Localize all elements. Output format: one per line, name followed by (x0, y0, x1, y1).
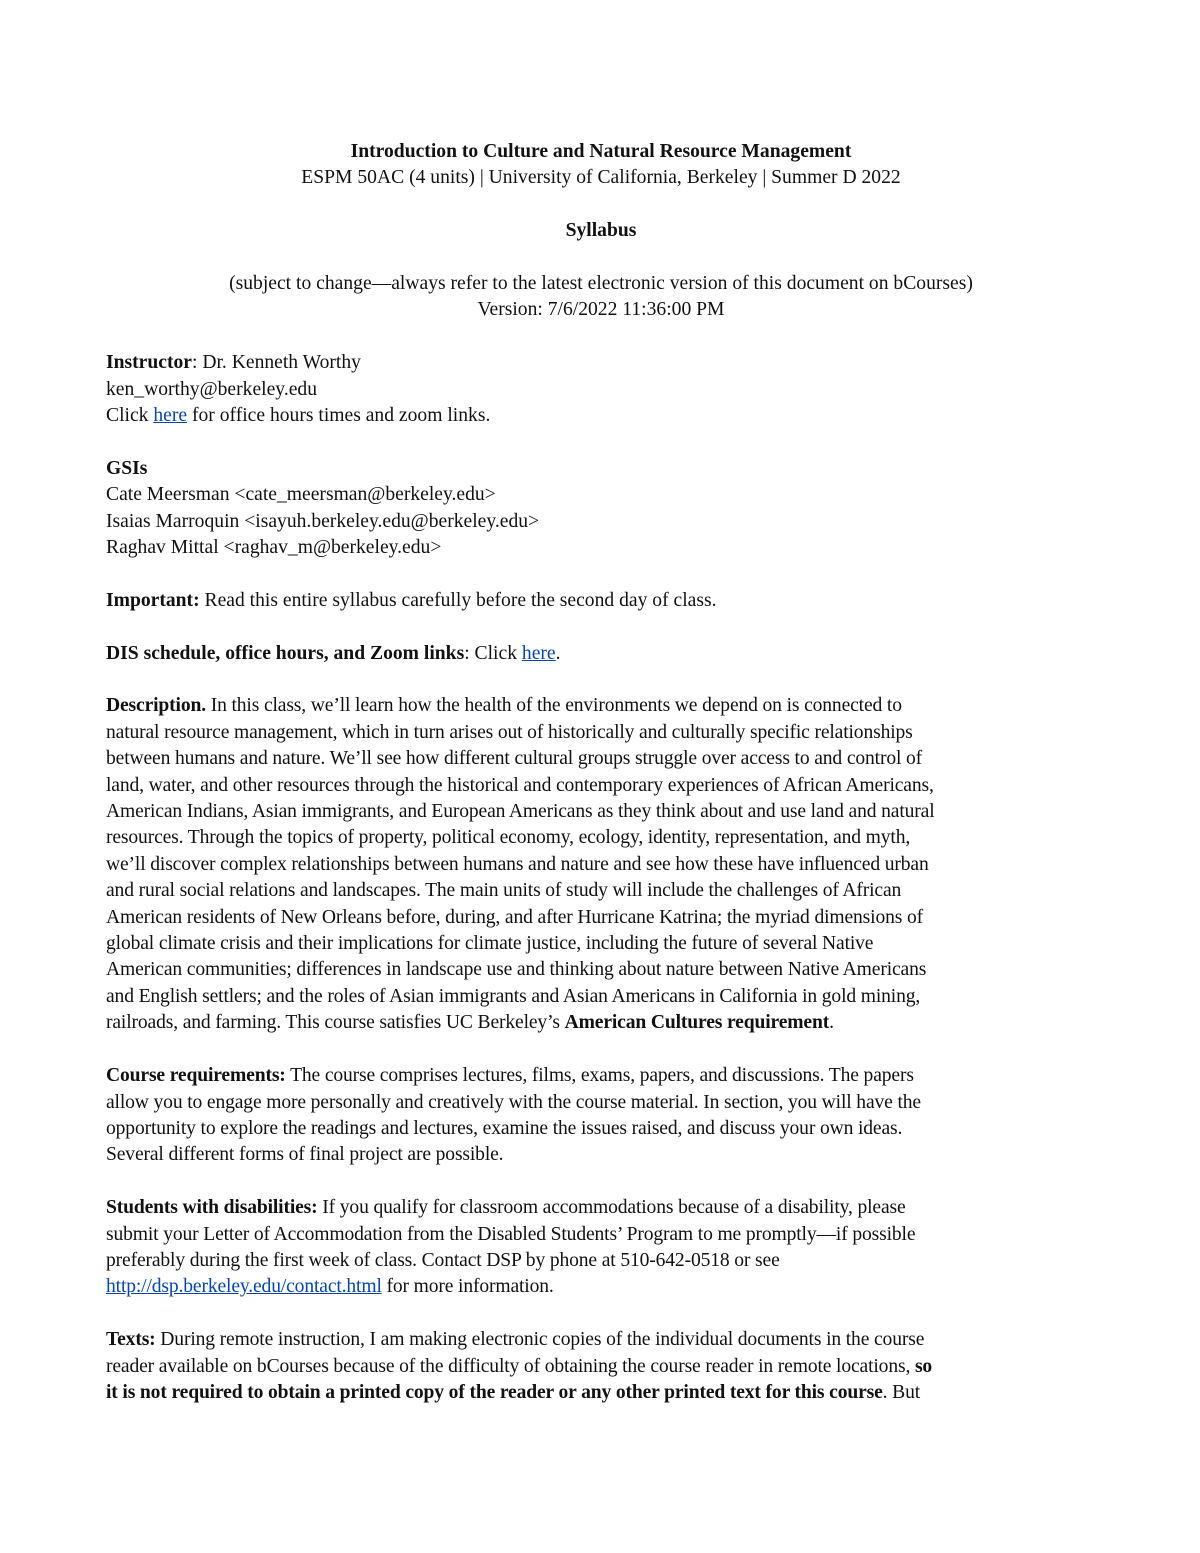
important-text: Read this entire syllabus carefully before the second day of class. (199, 589, 717, 611)
requirements-line: allow you to engage more personally and creatively with the course material. In section, you will have the (106, 1091, 921, 1113)
syllabus-heading: Syllabus (565, 220, 637, 242)
instructor-line (106, 350, 1096, 376)
texts-paragraph (106, 1327, 1096, 1406)
course-subtitle: ESPM 50AC (4 units) | University of California, Berkeley | Summer D 2022 (301, 167, 901, 189)
american-cultures-requirement: American Cultures requirement (564, 1012, 830, 1034)
texts-text: reader available on bCourses because of the difficulty of obtaining the course reader in remote locations, (106, 1355, 915, 1377)
instructor-label: Instructor (106, 352, 192, 374)
description-line: American communities; differences in landscape use and thinking about nature between Native Americans (106, 959, 927, 981)
disabilities-line (106, 1274, 1096, 1300)
gsi-entry: Isaias Marroquin <isayuh.berkeley.edu@berkeley.edu> (106, 510, 540, 532)
description-text: In this class, we’ll learn how the health of the environments we depend on is connected to (205, 695, 902, 717)
gsi-entry: Raghav Mittal <raghav_m@berkeley.edu> (106, 537, 442, 559)
dis-label: DIS schedule, office hours, and Zoom links (106, 642, 465, 664)
description-line: we’ll discover complex relationships between humans and nature and see how these have influenced urban (106, 853, 929, 875)
gsi-entry: Cate Meersman <cate_meersman@berkeley.edu> (106, 484, 496, 506)
dsp-contact-link[interactable]: http://dsp.berkeley.edu/contact.html (106, 1276, 382, 1298)
disabilities-text: If you qualify for classroom accommodations because of a disability, please (317, 1197, 906, 1219)
disabilities-line: submit your Letter of Accommodation from the Disabled Students’ Program to me promptly—if possible (106, 1223, 916, 1245)
office-hours-link[interactable]: here (153, 405, 188, 427)
description-line: natural resource management, which in turn arises out of historically and culturally specific relationships (106, 721, 913, 743)
texts-line (106, 1354, 1096, 1380)
description-line: American residents of New Orleans before, during, and after Hurricane Katrina; the myriad dimensions of (106, 906, 923, 928)
dis-middle: : Click (464, 642, 522, 664)
description-line: American Indians, Asian immigrants, and European Americans as they think about and use land and natural (106, 801, 935, 823)
dis-schedule-link[interactable]: here (521, 642, 556, 664)
gsis-heading: GSIs (106, 457, 148, 479)
description-line (106, 693, 1096, 719)
version-stamp: Version: 7/6/2022 11:36:00 PM (477, 299, 725, 321)
disabilities-paragraph (106, 1195, 1096, 1301)
description-label: Description. (106, 695, 206, 717)
requirements-line: opportunity to explore the readings and lectures, examine the issues raised, and discuss your own ideas. (106, 1117, 903, 1139)
disabilities-line (106, 1195, 1096, 1221)
requirements-line (106, 1063, 1096, 1089)
texts-text: . But (882, 1381, 921, 1403)
document-title: Introduction to Culture and Natural Resource Management (350, 141, 852, 162)
course-requirements-label: Course requirements: (106, 1065, 286, 1087)
disabilities-label: Students with disabilities: (106, 1197, 318, 1219)
important-label: Important: (106, 589, 200, 611)
instructor-name: : Dr. Kenneth Worthy (191, 352, 361, 374)
description-line: land, water, and other resources through the historical and contemporary experiences of African Americans, (106, 774, 934, 796)
office-hours-line (106, 403, 1096, 429)
dis-schedule-line (106, 641, 1096, 667)
texts-label: Texts: (106, 1329, 156, 1351)
document-body (106, 139, 1096, 1406)
requirements-line: Several different forms of final project are possible. (106, 1144, 504, 1166)
texts-text: During remote instruction, I am making electronic copies of the individual documents in the course (155, 1329, 925, 1351)
change-notice: (subject to change—always refer to the latest electronic version of this document on bCourses) (229, 273, 973, 294)
description-line: between humans and nature. We’ll see how different cultural groups struggle over access to and control of (106, 748, 923, 770)
texts-line (106, 1380, 1096, 1406)
description-text: railroads, and farming. This course satisfies UC Berkeley’s (106, 1012, 565, 1034)
description-text: . (829, 1012, 834, 1034)
texts-line (106, 1327, 1096, 1353)
description-line: global climate crisis and their implications for climate justice, including the future of several Native (106, 933, 874, 955)
office-hours-prefix: Click (106, 405, 154, 427)
important-note (106, 588, 1096, 614)
texts-bold-text: so (914, 1355, 933, 1377)
description-line: and English settlers; and the roles of Asian immigrants and Asian Americans in California in gold mining, (106, 985, 921, 1007)
description-line: and rural social relations and landscapes. The main units of study will include the challenges of African (106, 880, 902, 902)
disabilities-text: for more information. (381, 1276, 554, 1298)
dis-end: . (555, 642, 561, 664)
description-line (106, 1010, 1096, 1036)
requirements-text: The course comprises lectures, films, exams, papers, and discussions. The papers (285, 1065, 914, 1087)
course-requirements-paragraph (106, 1063, 1096, 1169)
instructor-email: ken_worthy@berkeley.edu (106, 378, 318, 400)
disabilities-line: preferably during the first week of class. Contact DSP by phone at 510-642-0518 or see (106, 1249, 780, 1271)
description-paragraph (106, 693, 1096, 1036)
office-hours-suffix: for office hours times and zoom links. (187, 405, 491, 427)
description-line: resources. Through the topics of property, political economy, ecology, identity, representation, and myth, (106, 827, 911, 849)
texts-bold-text: it is not required to obtain a printed copy of the reader or any other printed text for this course (106, 1381, 883, 1403)
